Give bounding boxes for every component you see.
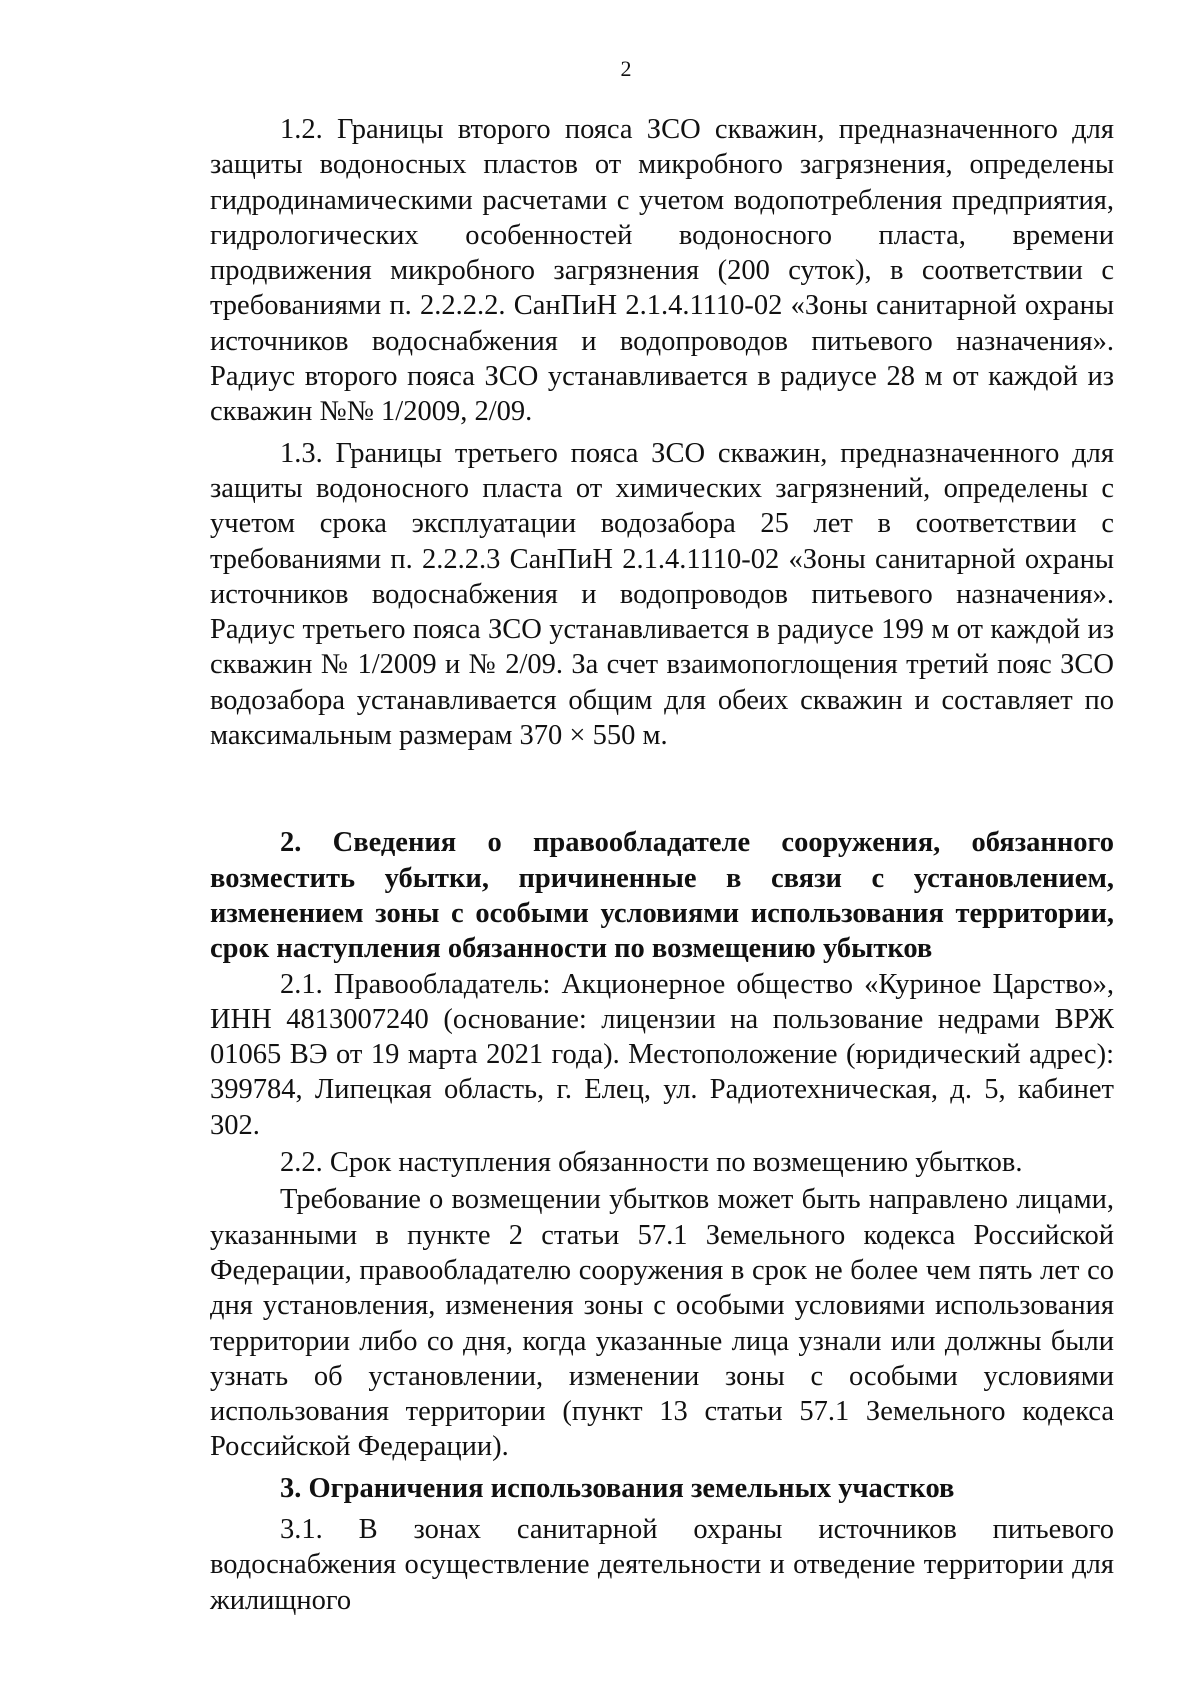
- section-3-heading: 3. Ограничения использования земельных участков: [280, 1472, 955, 1504]
- paragraph-1-2: 1.2. Границы второго пояса ЗСО скважин, предназначенного для защиты водоносных пластов от микробного загрязнения, определены гидродинамическими расчетами с учетом водопотребления предприятия, гидрологических особенностей водоносного пласта, времени продвижения микробного загрязнения (200 суток), в соответствии с требованиями п. 2.2.2.2. СанПиН 2.1.4.1110-02 «Зоны санитарной охраны источников водоснабжения и водопроводов питьевого назначения». Радиус второго пояса ЗСО устанавливается в радиусе 28 м от каждой из скважин №№ 1/2009, 2/09.: [210, 114, 1114, 428]
- section-2-heading: 2. Сведения о правообладателе сооружения, обязанного возместить убытки, причиненные в связи с установлением, изменением зоны с особыми условиями использования территории, срок наступления обязанности по возмещению убытков: [210, 827, 1114, 965]
- page-number: 2: [620, 56, 632, 81]
- paragraph-2-requirement: Требование о возмещении убытков может быть направлено лицами, указанными в пункте 2 статьи 57.1 Земельного кодекса Российской Федерации, правообладателю сооружения в срок не более чем пять лет со дня установления, изменения зоны с особыми условиями использования территории либо со дня, когда указанные лица узнали или должны были узнать об установлении, изменении зоны с особыми условиями использования территории (пункт 13 статьи 57.1 Земельного кодекса Российской Федерации).: [210, 1184, 1114, 1463]
- paragraph-2-2: 2.2. Срок наступления обязанности по возмещению убытков.: [280, 1147, 1023, 1179]
- paragraph-3-1: 3.1. В зонах санитарной охраны источников питьевого водоснабжения осуществление деятельности и отведение территории для жилищного: [210, 1513, 1114, 1616]
- section-spacer: [210, 753, 1114, 825]
- paragraph-1-3: 1.3. Границы третьего пояса ЗСО скважин, предназначенного для защиты водоносного пласта от химических загрязнений, определены с учетом срока эксплуатации водозабора 25 лет в соответствии с требованиями п. 2.2.2.3 СанПиН 2.1.4.1110-02 «Зоны санитарной охраны источников водоснабжения и водопроводов питьевого назначения». Радиус третьего пояса ЗСО устанавливается в радиусе 199 м от каждой из скважин № 1/2009 и № 2/09. За счет взаимопоглощения третий пояс ЗСО водозабора устанавливается общим для обеих скважин и составляет по максимальным размерам 370 × 550 м.: [210, 437, 1114, 752]
- document-body: [210, 112, 1114, 1618]
- paragraph-2-1: 2.1. Правообладатель: Акционерное общество «Куриное Царство», ИНН 4813007240 (основание: лицензии на пользование недрами ВРЖ 01065 ВЭ от 19 марта 2021 года). Местоположение (юридический адрес): 399784, Липецкая область, г. Елец, ул. Радиотехническая, д. 5, кабинет 302.: [210, 968, 1114, 1141]
